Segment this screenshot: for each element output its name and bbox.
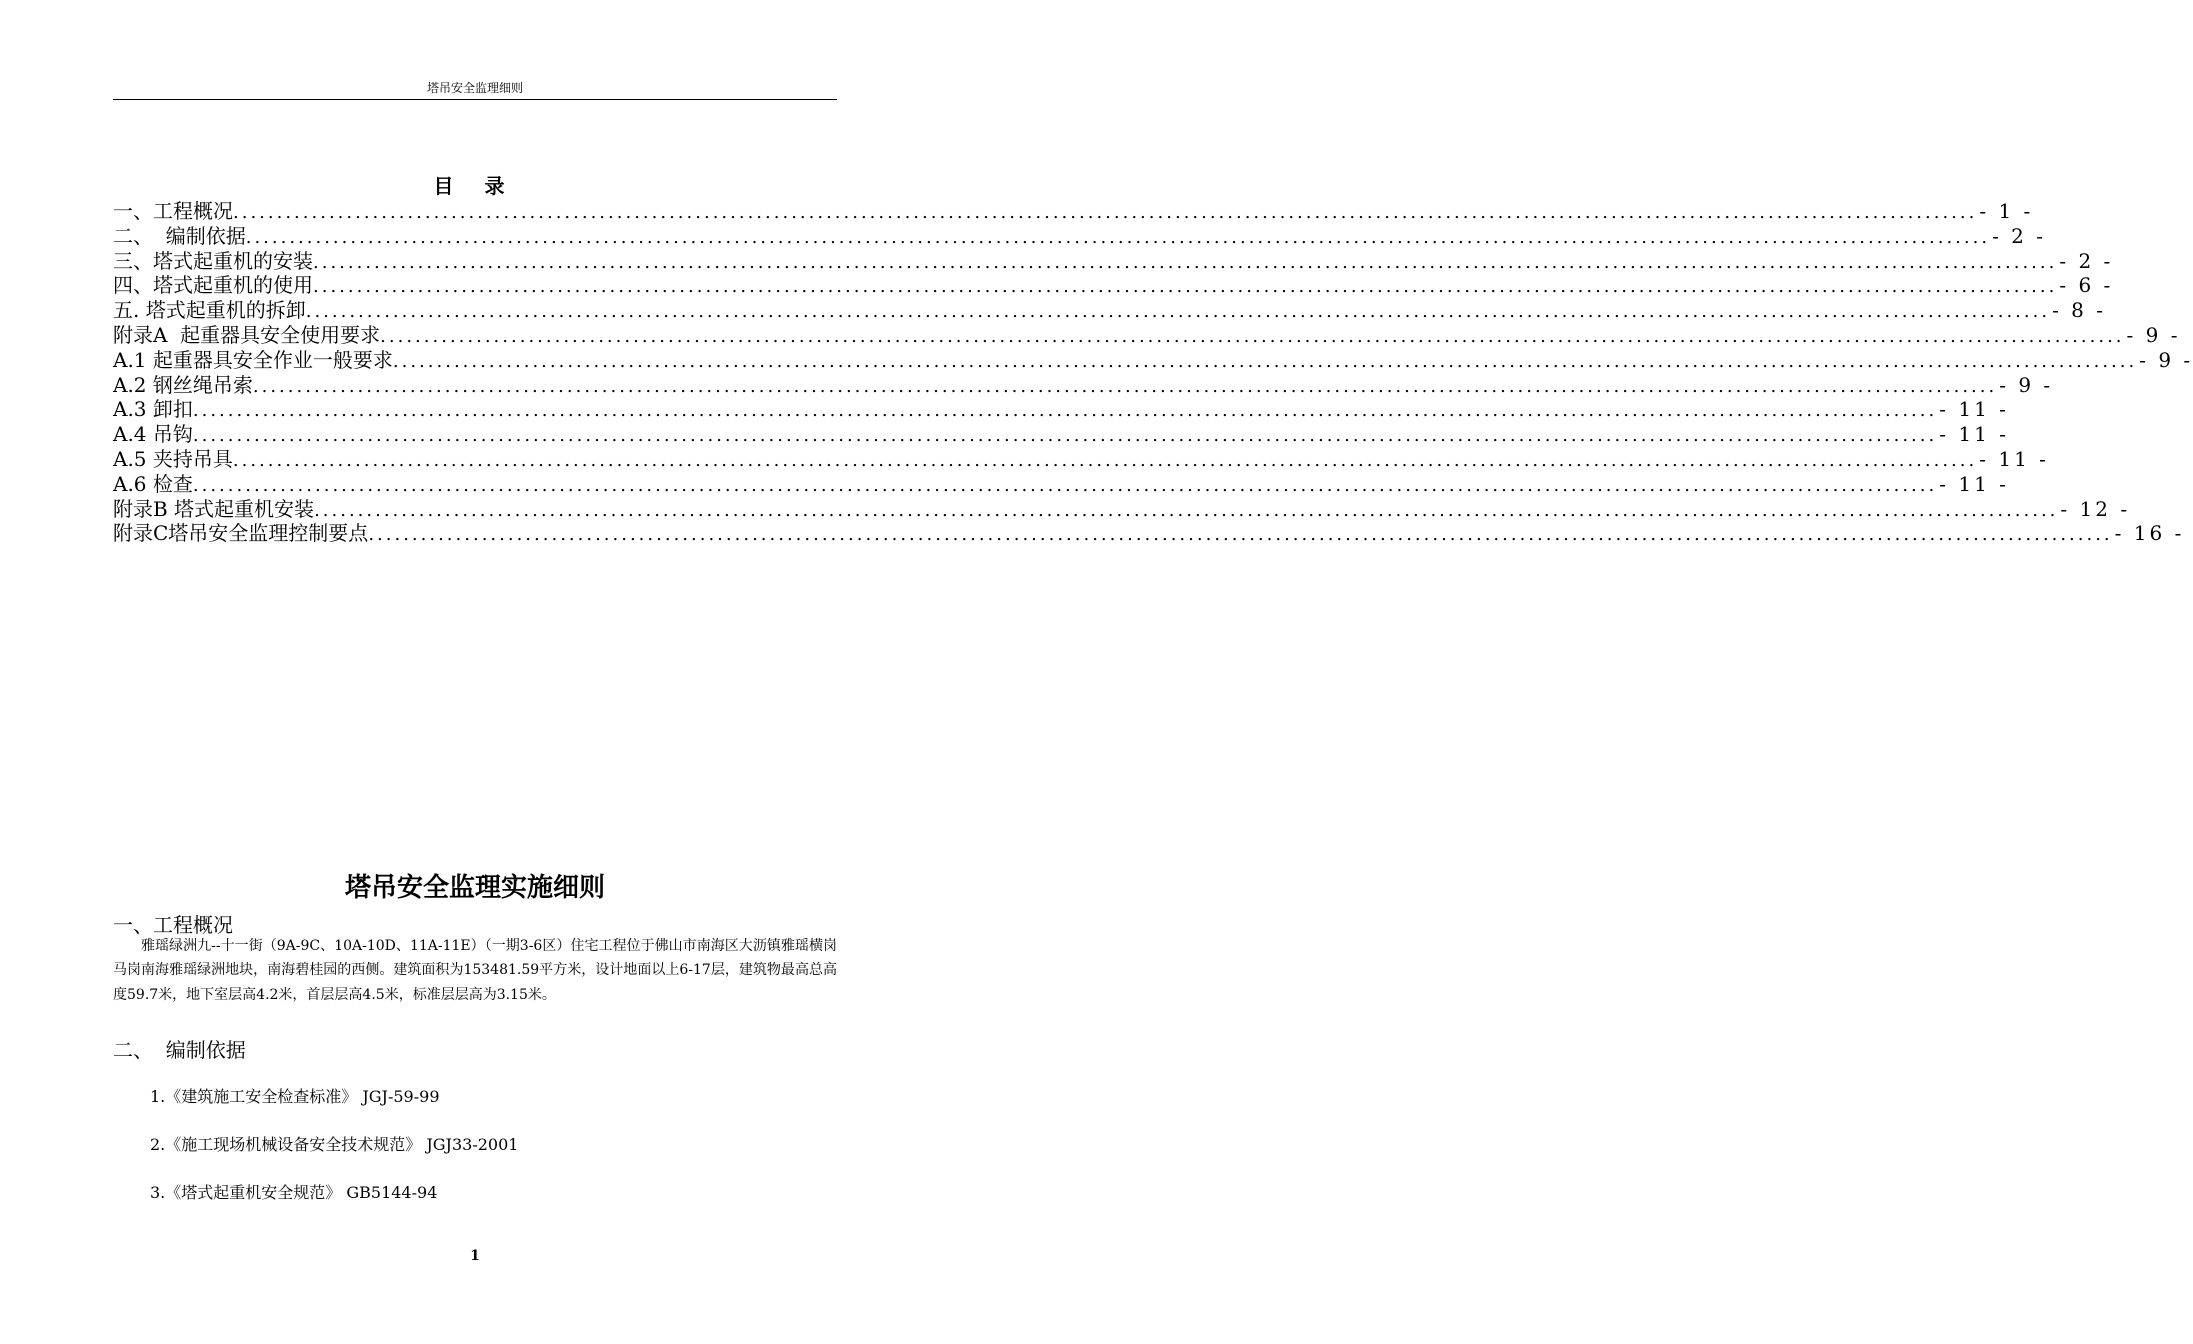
section-heading-basis: 二、 编制依据 bbox=[113, 1038, 246, 1062]
reference-item: 2.《施工现场机械设备安全技术规范》 JGJ33-2001 bbox=[150, 1135, 519, 1154]
toc-entry[interactable] bbox=[113, 248, 2114, 274]
toc-entry-label: A.6 检查 bbox=[113, 471, 193, 496]
reference-item: 1.《建筑施工安全检查标准》 JGJ-59-99 bbox=[150, 1087, 440, 1106]
toc-entry-page: - 12 - bbox=[2060, 496, 2131, 521]
toc-entry-page: - 6 - bbox=[2059, 273, 2114, 298]
toc-entry-label: 二、 编制依据 bbox=[113, 223, 246, 248]
toc-leader-dots: ........................................................................................................................................................................................................ bbox=[368, 524, 2113, 546]
toc-entry[interactable] bbox=[113, 347, 2193, 373]
page-number: 1 bbox=[470, 1248, 480, 1264]
toc-entry-label: 附录C塔吊安全监理控制要点 bbox=[113, 521, 369, 546]
toc-entry[interactable] bbox=[113, 496, 2131, 522]
toc-entry-label: 四、塔式起重机的使用 bbox=[113, 273, 313, 298]
toc-entry-page: - 2 - bbox=[1992, 223, 2047, 248]
toc-entry-label: A.3 卸扣 bbox=[113, 397, 193, 422]
toc-entry-page: - 1 - bbox=[1979, 199, 2034, 223]
toc-leader-dots: ........................................................................................................................................................................................................ bbox=[232, 449, 1978, 471]
toc-entry[interactable] bbox=[113, 446, 2049, 472]
toc-entry[interactable] bbox=[113, 422, 2009, 447]
toc-leader-dots: ........................................................................................................................................................................................................ bbox=[380, 325, 2125, 347]
project-overview-paragraph: 雅瑶绿洲九--十一街（9A-9C、10A-10D、11A-11E）（一期3-6区）住宅工程位于佛山市南海区大沥镇雅瑶横岗马岗南海雅瑶绿洲地块，南海碧桂园的西侧。建筑面积为153481.59平方米，设计地面以上6-17层，建筑物最高总高度59.7米，地下室层高4.2米，首层层高4.5米，标准层层高为3.15米。 bbox=[113, 938, 837, 1003]
toc-leader-dots: ........................................................................................................................................................................................................ bbox=[252, 375, 1998, 397]
toc-leader-dots: ........................................................................................................................................................................................................ bbox=[192, 425, 1938, 447]
toc-entry[interactable] bbox=[113, 397, 2009, 422]
toc-leader-dots: ........................................................................................................................................................................................................ bbox=[313, 251, 2058, 273]
reference-item: 3.《塔式起重机安全规范》 GB5144-94 bbox=[150, 1183, 438, 1202]
toc-entry-label: 附录A 起重器具安全使用要求 bbox=[113, 322, 381, 347]
toc-entry-label: A.5 夹持吊具 bbox=[113, 446, 233, 471]
toc-leader-dots: ........................................................................................................................................................................................................ bbox=[192, 474, 1938, 496]
document-title: 塔吊安全监理实施细则 bbox=[344, 873, 605, 903]
table-of-contents bbox=[113, 199, 2193, 546]
page-header: 塔吊安全监理细则 bbox=[113, 80, 837, 100]
toc-entry-label: 附录B 塔式起重机安装 bbox=[113, 496, 315, 521]
toc-entry-page: - 16 - bbox=[2114, 521, 2185, 546]
toc-entry-page: - 2 - bbox=[2059, 248, 2114, 273]
toc-entry-label: 五. 塔式起重机的拆卸 bbox=[113, 298, 306, 323]
toc-entry-label: A.1 起重器具安全作业一般要求 bbox=[113, 347, 393, 372]
toc-entry-page: - 11 - bbox=[1939, 397, 2009, 422]
toc-entry-page: - 9 - bbox=[2139, 347, 2193, 372]
section-heading-overview: 一、工程概况 bbox=[113, 913, 233, 937]
toc-entry-label: 三、塔式起重机的安装 bbox=[113, 248, 313, 273]
toc-entry[interactable] bbox=[113, 223, 2047, 249]
toc-entry[interactable] bbox=[113, 521, 2185, 546]
toc-entry-page: - 11 - bbox=[1939, 471, 2009, 496]
toc-entry-label: 一、工程概况 bbox=[113, 199, 233, 223]
toc-entry[interactable] bbox=[113, 273, 2114, 298]
toc-leader-dots: ........................................................................................................................................................................................................ bbox=[314, 499, 2059, 521]
toc-leader-dots: ........................................................................................................................................................................................................ bbox=[245, 226, 1991, 248]
toc-entry[interactable] bbox=[113, 322, 2181, 348]
toc-entry[interactable] bbox=[113, 199, 2034, 224]
toc-entry-page: - 9 - bbox=[2126, 322, 2181, 347]
toc-entry-label: A.2 钢丝绳吊索 bbox=[113, 372, 253, 397]
toc-entry[interactable] bbox=[113, 298, 2107, 323]
toc-entry-page: - 11 - bbox=[1979, 446, 2049, 471]
toc-entry[interactable] bbox=[113, 471, 2009, 497]
toc-leader-dots: ........................................................................................................................................................................................................ bbox=[233, 202, 1978, 223]
toc-entry-page: - 9 - bbox=[1999, 372, 2054, 397]
toc-entry[interactable] bbox=[113, 372, 2054, 398]
toc-entry-page: - 11 - bbox=[1939, 422, 2009, 447]
toc-leader-dots: ........................................................................................................................................................................................................ bbox=[392, 350, 2138, 372]
toc-entry-label: A.4 吊钩 bbox=[113, 422, 193, 447]
toc-leader-dots: ........................................................................................................................................................................................................ bbox=[305, 301, 2051, 323]
toc-entry-page: - 8 - bbox=[2052, 298, 2107, 323]
toc-leader-dots: ........................................................................................................................................................................................................ bbox=[313, 276, 2058, 298]
toc-title: 目 录 bbox=[433, 174, 517, 198]
toc-leader-dots: ........................................................................................................................................................................................................ bbox=[192, 400, 1938, 422]
